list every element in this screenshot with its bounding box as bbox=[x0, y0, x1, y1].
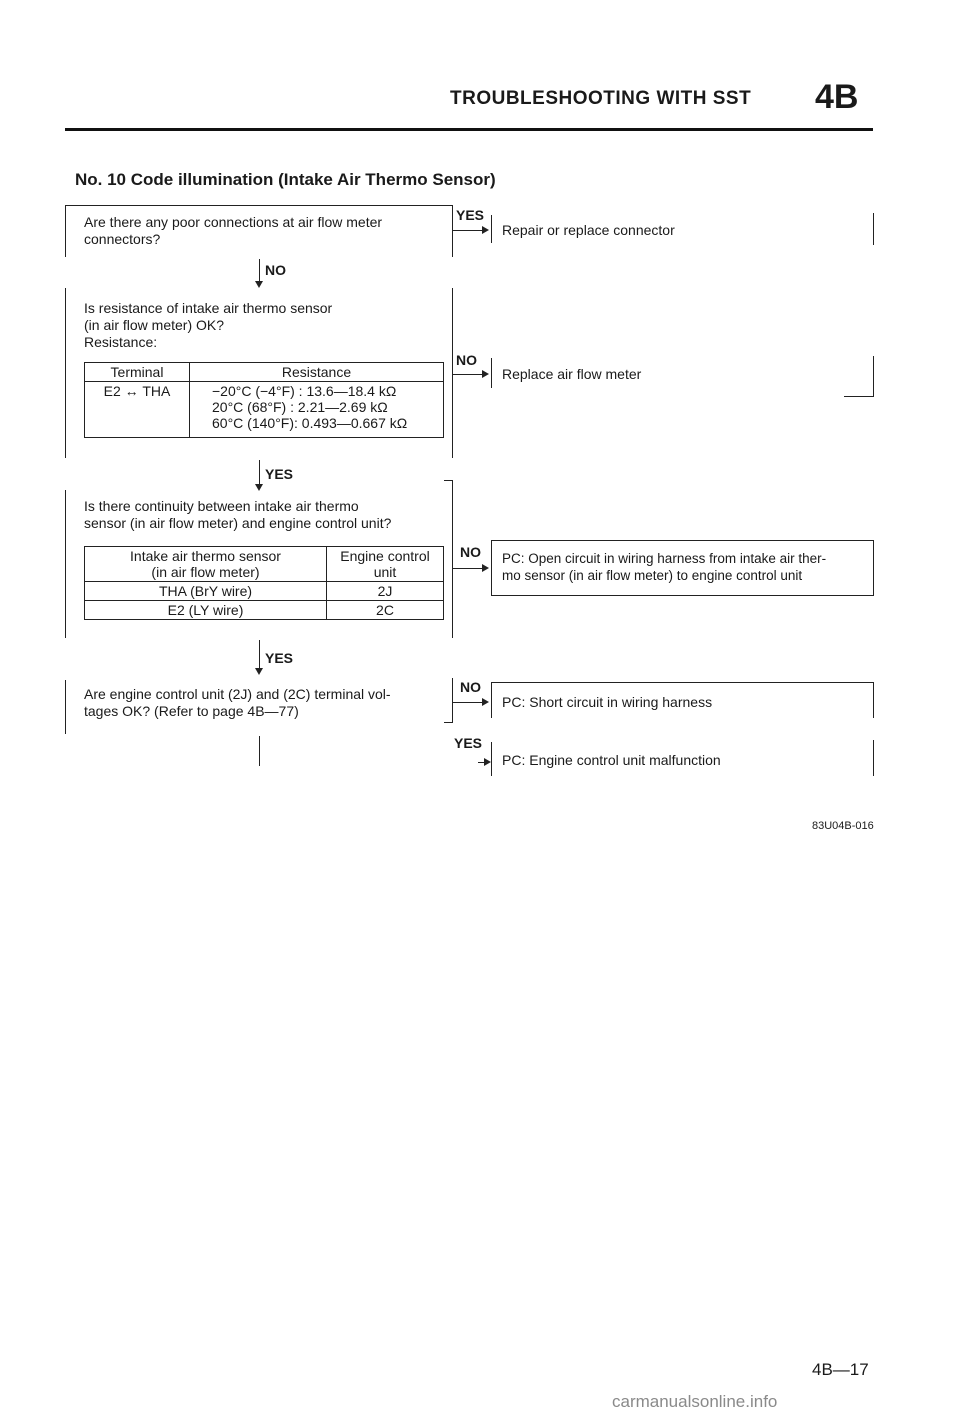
continuity-table bbox=[84, 546, 444, 620]
step-4-yes-label: YES bbox=[454, 735, 483, 751]
arrow-down-icon bbox=[255, 281, 263, 288]
step-4-question: Are engine control unit (2J) and (2C) terminal vol- tages OK? (Refer to page 4B—77) bbox=[84, 686, 391, 719]
resistance-table bbox=[84, 362, 444, 438]
header-rule bbox=[65, 128, 873, 131]
table-cell-terminal: E2 ↔ THA bbox=[85, 382, 190, 438]
table-header-ecu: Engine control unit bbox=[327, 547, 444, 582]
header-section-code: 4B bbox=[815, 78, 859, 116]
page-number: 4B—17 bbox=[812, 1360, 869, 1379]
arrow-right-icon bbox=[484, 758, 491, 766]
step-1-question: Are there any poor connections at air flow meter connectors? bbox=[84, 214, 383, 247]
step-2-yes-label: YES bbox=[265, 466, 294, 482]
section-title: No. 10 Code illumination (Intake Air Thermo Sensor) bbox=[75, 170, 496, 189]
table-cell-pin: 2C bbox=[327, 601, 444, 620]
header-title: TROUBLESHOOTING WITH SST bbox=[450, 88, 752, 109]
step-4-no-label: NO bbox=[460, 679, 481, 695]
table-cell-resistance: −20°C (−4°F) : 13.6—18.4 kΩ 20°C (68°F) : 2.21—2.69 kΩ 60°C (140°F): 0.493—0.667 kΩ bbox=[190, 382, 444, 438]
step-3-result: PC: Open circuit in wiring harness from intake air ther- mo sensor (in air flow meter) to engine control unit bbox=[502, 551, 827, 583]
watermark: carmanualsonline.info bbox=[612, 1392, 778, 1411]
arrow-right-icon bbox=[482, 370, 489, 378]
figure-code: 83U04B-016 bbox=[812, 820, 874, 832]
table-cell-wire: THA (BrY wire) bbox=[85, 582, 327, 601]
table-header-sensor: Intake air thermo sensor (in air flow meter) bbox=[85, 547, 327, 582]
arrow-down-icon bbox=[255, 484, 263, 491]
step-2-result: Replace air flow meter bbox=[502, 366, 642, 382]
table-cell-wire: E2 (LY wire) bbox=[85, 601, 327, 620]
arrow-right-icon bbox=[482, 226, 489, 234]
step-3-yes-label: YES bbox=[265, 650, 294, 666]
step-1-no-label: NO bbox=[265, 262, 286, 278]
step-2-question: Is resistance of intake air thermo sensor (in air flow meter) OK? Resistance: bbox=[84, 300, 333, 350]
step-1-yes-label: YES bbox=[456, 207, 485, 223]
table-header-resistance: Resistance bbox=[190, 363, 444, 382]
step-3-question: Is there continuity between intake air thermo sensor (in air flow meter) and engine control unit? bbox=[84, 498, 392, 531]
step-4-no-result: PC: Short circuit in wiring harness bbox=[502, 694, 713, 710]
arrow-right-icon bbox=[482, 698, 489, 706]
step-3-no-label: NO bbox=[460, 544, 481, 560]
step-2-no-label: NO bbox=[456, 352, 477, 368]
step-1-result: Repair or replace connector bbox=[502, 222, 675, 238]
arrow-down-icon bbox=[255, 668, 263, 675]
table-header-terminal: Terminal bbox=[85, 363, 190, 382]
table-cell-pin: 2J bbox=[327, 582, 444, 601]
arrow-right-icon bbox=[482, 564, 489, 572]
step-4-yes-result: PC: Engine control unit malfunction bbox=[502, 752, 721, 768]
